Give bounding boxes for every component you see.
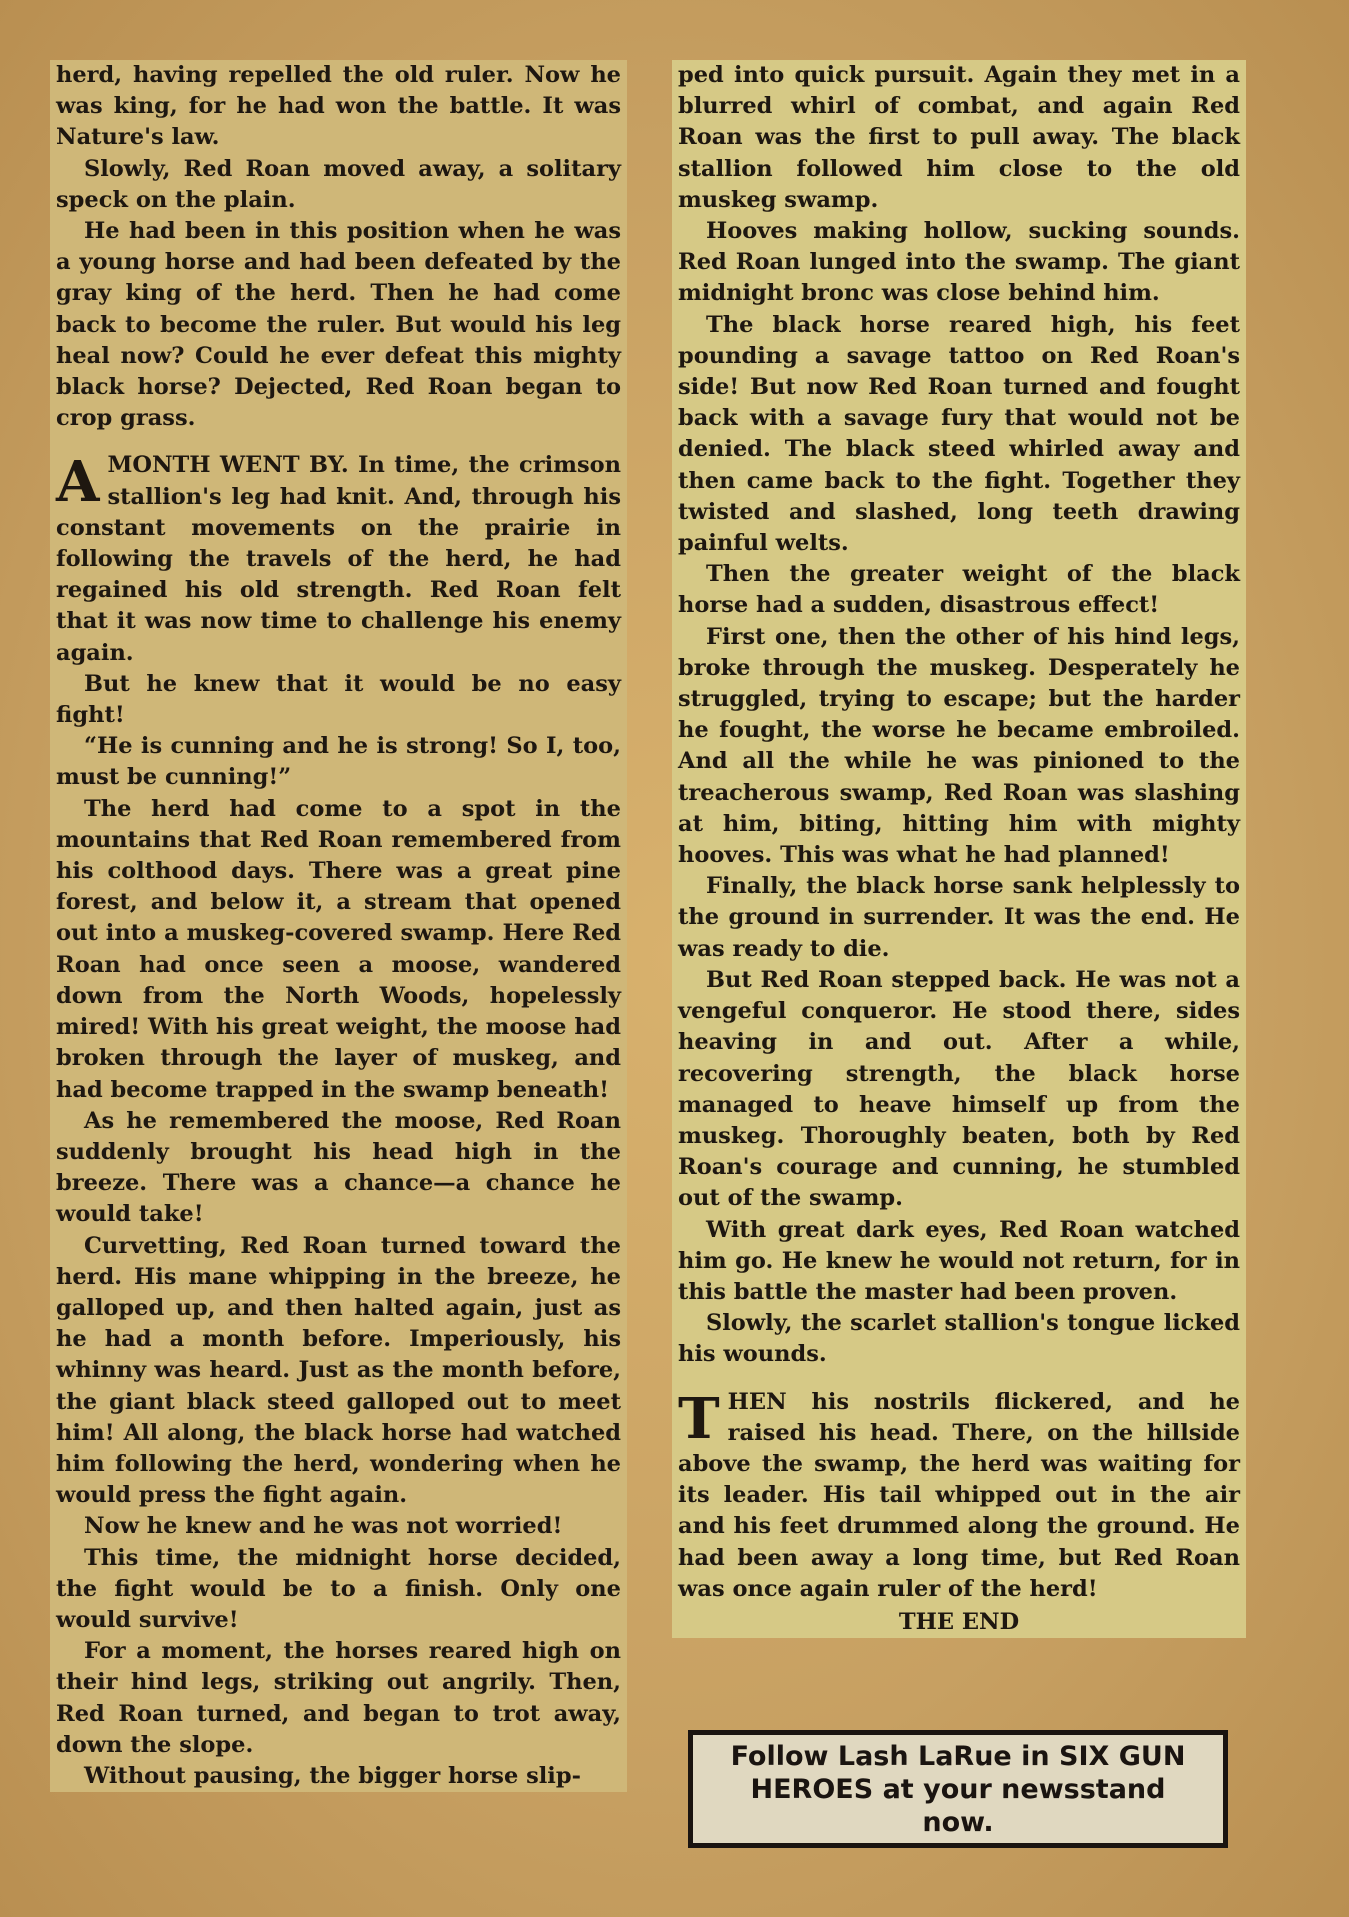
paragraph: “He is cunning and he is strong! So I, too, must be cunning!” (56, 733, 621, 791)
paragraph: herd, having repelled the old ruler. Now he was king, for he had won the battle. It was Nature's law. (56, 62, 621, 151)
story-column-right (672, 60, 1246, 1638)
drop-cap-letter: T (678, 1385, 720, 1452)
paragraph: This time, the midnight horse decided, the fight would be to a finish. Only one would survive! (56, 1544, 621, 1633)
drop-cap-letter: A (56, 449, 100, 516)
paragraph: Finally, the black horse sank helplessly to the ground in surrender. It was the end. He was ready to die. (678, 873, 1240, 962)
paragraph: The herd had come to a spot in the mountains that Red Roan remembered from his colthood days. There was a great pine forest, and below it, a stream that opened out into a muskeg-covered swamp. Here Red Roan had once seen a moose, wandered down from the North Woods, hopelessly mired! With his great weight, the moose had broken through the layer of muskeg, and had become trapped in the swamp beneath! (56, 795, 621, 1103)
paragraph: The black horse reared high, his feet pounding a savage tattoo on Red Roan's side! But now Red Roan turned and fought back with a savage fury that would not be denied. The black steed whirled away and then came back to the fight. Together they twisted and slashed, long teeth drawing painful welts. (678, 311, 1240, 557)
drop-cap-paragraph (56, 450, 621, 668)
paragraph: But he knew that it would be no easy fight! (56, 670, 621, 729)
six-gun-heroes-ad (688, 1730, 1228, 1848)
the-end-label: THE END (898, 1608, 1020, 1635)
paragraph: But Red Roan stepped back. He was not a vengeful conqueror. He stood there, sides heaving in and out. After a while, recovering strength, the black horse managed to heave himself up from the muskeg. Thoroughly beaten, both by Red Roan's courage and cunning, he stumbled out of the swamp. (678, 966, 1240, 1212)
paragraph: Curvetting, Red Roan turned toward the herd. His mane whipping in the breeze, he galloped up, and then halted again, just as he had a month before. Imperiously, his whinny was heard. Just as the month before, the giant black steed galloped out to meet him! All along, the black horse had watched him following the herd, wondering when he would press the fight again. (56, 1232, 621, 1509)
paragraph: Slowly, the scarlet stallion's tongue licked his wounds. (678, 1310, 1240, 1368)
story-column-left (50, 60, 627, 1792)
ad-text: Follow Lash LaRue in SIX GUN HEROES at your newsstand now. (730, 1740, 1186, 1838)
paragraph: ped into quick pursuit. Again they met in a blurred whirl of combat, and again Red Roan was the first to pull away. The black stallion followed him close to the old muskeg swamp. (678, 62, 1240, 213)
paragraph: First one, then the other of his hind legs, broke through the muskeg. Desperately he struggled, trying to escape; but the harder he fought, the worse he became embroiled. And all the while he was pinioned to the treacherous swamp, Red Roan was slashing at him, biting, hitting him with mighty hooves. This was what he had planned! (678, 623, 1240, 869)
paragraph-text: MONTH WENT BY. In time, the crimson stallion's leg had knit. And, through his constant movements on the prairie in following the travels of the herd, he had regained his old strength. Red Roan felt that it was now time to challenge his enemy again. (56, 452, 621, 666)
paragraph: Then the greater weight of the black horse had a sudden, disastrous effect! (678, 561, 1240, 619)
paragraph: As he remembered the moose, Red Roan suddenly brought his head high in the breeze. There was a chance—a chance he would take! (56, 1107, 621, 1228)
drop-cap-paragraph (678, 1387, 1240, 1605)
paragraph: Hooves making hollow, sucking sounds. Red Roan lunged into the swamp. The giant midnight bronc was close behind him. (678, 218, 1240, 307)
paragraph: Slowly, Red Roan moved away, a solitary speck on the plain. (56, 155, 621, 213)
paragraph: With great dark eyes, Red Roan watched him go. He knew he would not return, for in this battle the master had been proven. (678, 1216, 1240, 1305)
paragraph-text: HEN his nostrils flickered, and he raised his head. There, on the hillside above the swamp, the herd was waiting for its leader. His tail whipped out in the air and his feet drummed along the ground. He had been away a long time, but Red Roan was once again ruler of the herd! (678, 1388, 1240, 1602)
paragraph: Without pausing, the bigger horse slip- (84, 1762, 581, 1789)
paragraph: He had been in this position when he was a young horse and had been defeated by the gray king of the herd. Then he had come back to become the ruler. But would his leg heal now? Could he ever defeat this mighty black horse? Dejected, Red Roan began to crop grass. (56, 218, 621, 432)
paragraph: For a moment, the horses reared high on their hind legs, striking out angrily. Then, Red Roan turned, and began to trot away, down the slope. (56, 1638, 621, 1758)
paragraph: Now he knew and he was not worried! (84, 1513, 563, 1540)
